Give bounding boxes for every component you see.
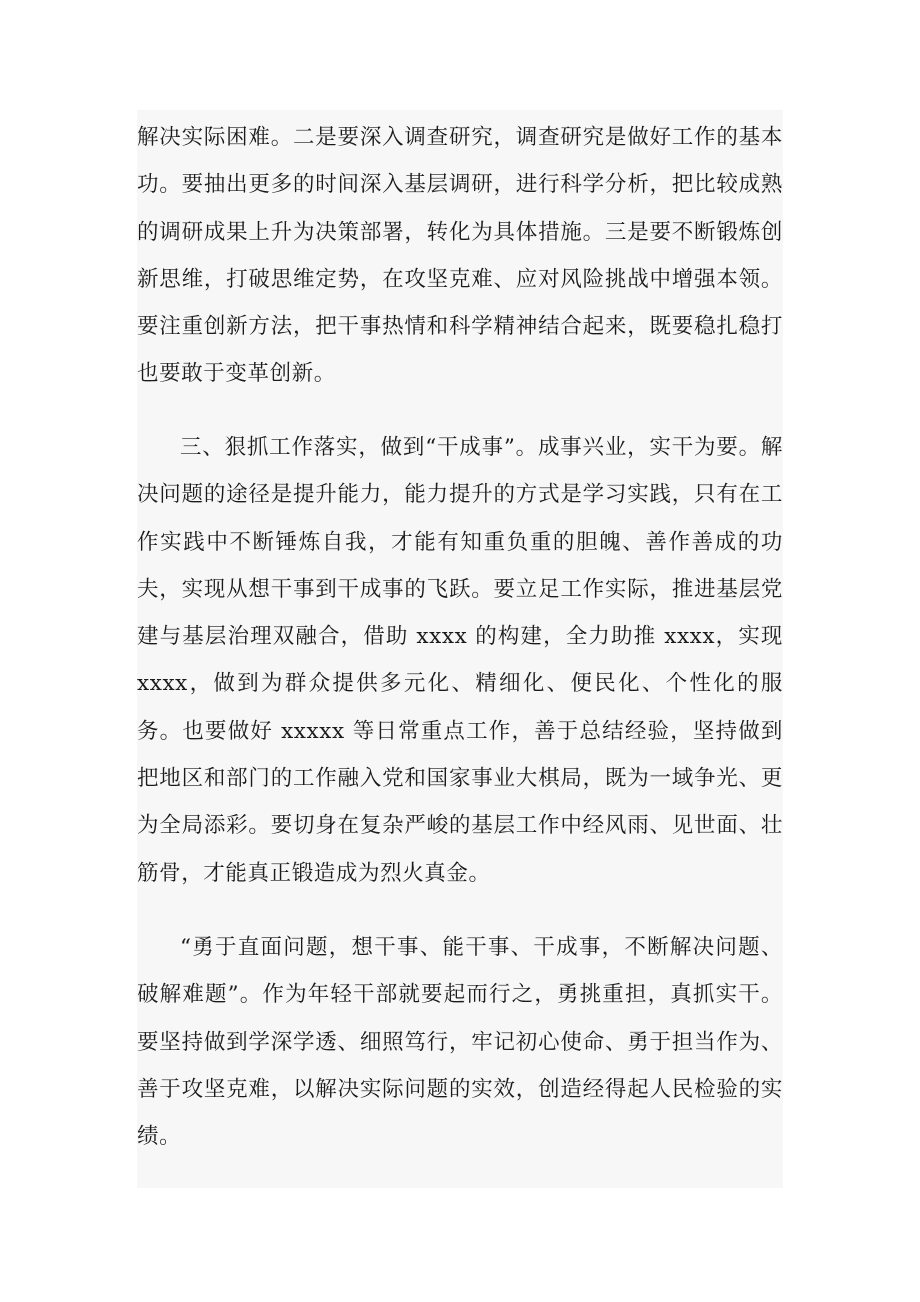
body-paragraph-1: 解决实际困难。二是要深入调查研究，调查研究是做好工作的基本功。要抽出更多的时间深入基层调研，进行科学分析，把比较成熟的调研成果上升为决策部署，转化为具体措施。三是要不断锻炼创新思维，打破思维定势，在攻坚克难、应对风险挑战中增强本领。要注重创新方法，把干事热情和科学精神结合起来，既要稳扎稳打也要敢于变革创新。: [137, 125, 783, 387]
body-paragraph-2: 三、狠抓工作落实，做到“干成事”。成事兴业，实干为要。解决问题的途径是提升能力，能力提升的方式是学习实践，只有在工作实践中不断锤炼自我，才能有知重负重的胆魄、善作善成的功夫，实现从想干事到干成事的飞跃。要立足工作实际，推进基层党建与基层治理双融合，借助 xxxx 的构建，全力助推 xxxx，实现 xxxx，做到为群众提供多元化、精细化、便民化、个性化的服务。也要做好 xxxxx 等日常重点工作，善于总结经验，坚持做到把地区和部门的工作融入党和国家事业大棋局，既为一域争光、更为全局添彩。要切身在复杂严峻的基层工作中经风雨、见世面、壮筋骨，才能真正锻造成为烈火真金。: [137, 435, 783, 886]
body-paragraph-3: “勇于直面问题，想干事、能干事、干成事，不断解决问题、破解难题”。作为年轻干部就要起而行之，勇挑重担，真抓实干。要坚持做到学深学透、细照笃行，牢记初心使命、勇于担当作为、善于攻坚克难，以解决实际问题的实效，创造经得起人民检验的实绩。: [137, 935, 783, 1150]
